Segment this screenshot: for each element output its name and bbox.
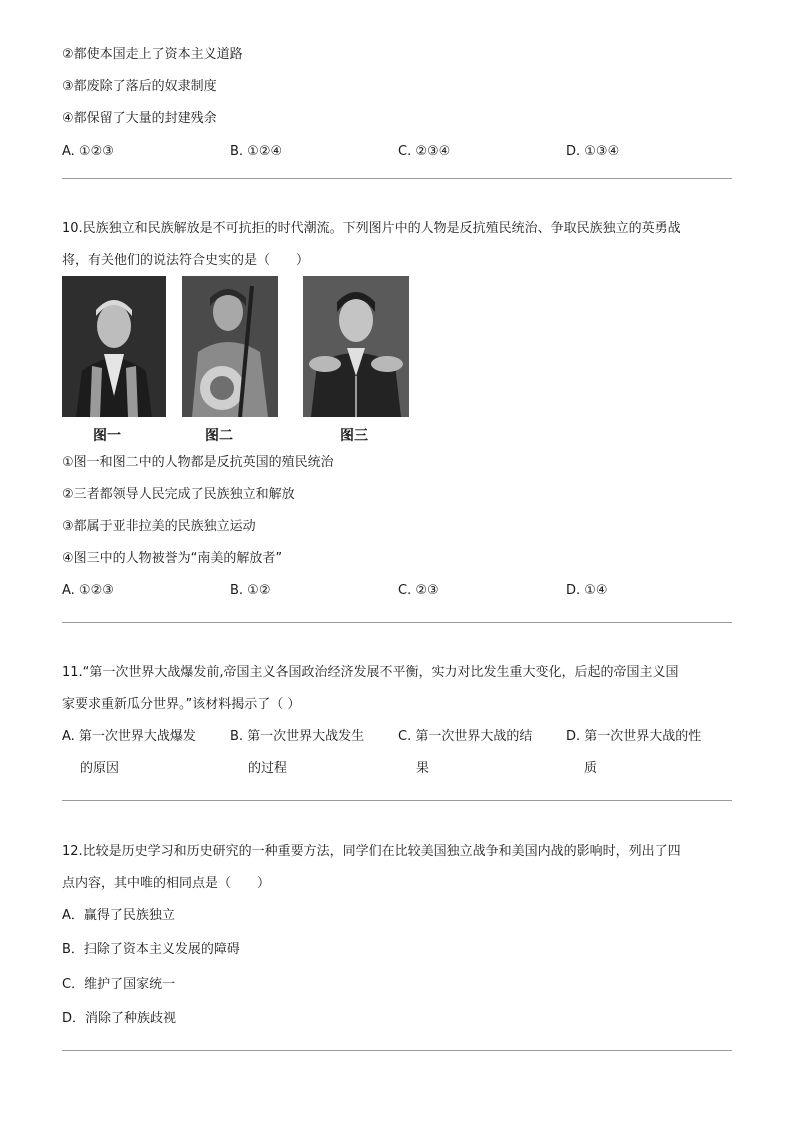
q9-item-4: ④都保留了大量的封建残余 (62, 111, 217, 126)
q12-option-d[interactable]: D．消除了种族歧视 (62, 1011, 177, 1026)
divider (62, 622, 732, 623)
q12-option-c[interactable]: C．维护了国家统一 (62, 977, 176, 992)
q11-option-a[interactable]: A. 第一次世界大战爆发 (62, 729, 196, 744)
caption-figure-3: 图三 (340, 428, 368, 444)
q12-option-a[interactable]: A．赢得了民族独立 (62, 908, 175, 923)
q10-option-a[interactable]: A. ①②③ (62, 583, 114, 598)
q11-option-a-cont: 的原因 (80, 761, 120, 776)
divider (62, 1050, 732, 1051)
q11-option-d[interactable]: D. 第一次世界大战的性 (566, 729, 702, 744)
q11-option-b-cont: 的过程 (248, 761, 288, 776)
q10-option-c[interactable]: C. ②③ (398, 583, 439, 598)
q9-option-a[interactable]: A. ①②③ (62, 144, 114, 159)
q11-option-c[interactable]: C. 第一次世界大战的结 (398, 729, 533, 744)
q10-option-d[interactable]: D. ①④ (566, 583, 608, 598)
q10-item-4: ④图三中的人物被誉为“南美的解放者” (62, 551, 283, 566)
divider (62, 178, 732, 179)
divider (62, 800, 732, 801)
q9-item-2: ②都使本国走上了资本主义道路 (62, 47, 243, 62)
q10-stem-line1: 10.民族独立和民族解放是不可抗拒的时代潮流。下列图片中的人物是反抗殖民统治、争取民族独立的英勇战 (62, 221, 681, 236)
q11-option-d-cont: 质 (584, 761, 598, 776)
q9-option-c[interactable]: C. ②③④ (398, 144, 451, 159)
q10-item-3: ③都属于亚非拉美的民族独立运动 (62, 519, 256, 534)
q12-stem-line2: 点内容，其中唯的相同点是（ ） (62, 876, 271, 891)
q12-option-b[interactable]: B．扫除了资本主义发展的障碍 (62, 942, 240, 957)
caption-figure-2: 图二 (205, 428, 233, 444)
q11-stem-line2: 家要求重新瓜分世界。”该材料揭示了（ ） (62, 697, 301, 712)
q10-stem-line2: 将，有关他们的说法符合史实的是（ ） (62, 253, 310, 268)
portrait-figure-3 (303, 276, 409, 417)
portrait-figure-2 (182, 276, 278, 417)
q12-stem-line1: 12.比较是历史学习和历史研究的一种重要方法，同学们在比较美国独立战争和美国内战的影响时，列出了四 (62, 844, 681, 859)
q11-option-b[interactable]: B. 第一次世界大战发生 (230, 729, 365, 744)
q10-item-1: ①图一和图二中的人物都是反抗英国的殖民统治 (62, 455, 334, 470)
q9-option-d[interactable]: D. ①③④ (566, 144, 620, 159)
q10-item-2: ②三者都领导人民完成了民族独立和解放 (62, 487, 295, 502)
q11-option-c-cont: 果 (416, 761, 430, 776)
q10-option-b[interactable]: B. ①② (230, 583, 271, 598)
q9-item-3: ③都废除了落后的奴隶制度 (62, 79, 217, 94)
portrait-figure-1 (62, 276, 166, 417)
caption-figure-1: 图一 (93, 428, 121, 444)
q11-stem-line1: 11.“第一次世界大战爆发前,帝国主义各国政治经济发展不平衡，实力对比发生重大变化，后起的帝国主义国 (62, 665, 679, 680)
q9-option-b[interactable]: B. ①②④ (230, 144, 283, 159)
